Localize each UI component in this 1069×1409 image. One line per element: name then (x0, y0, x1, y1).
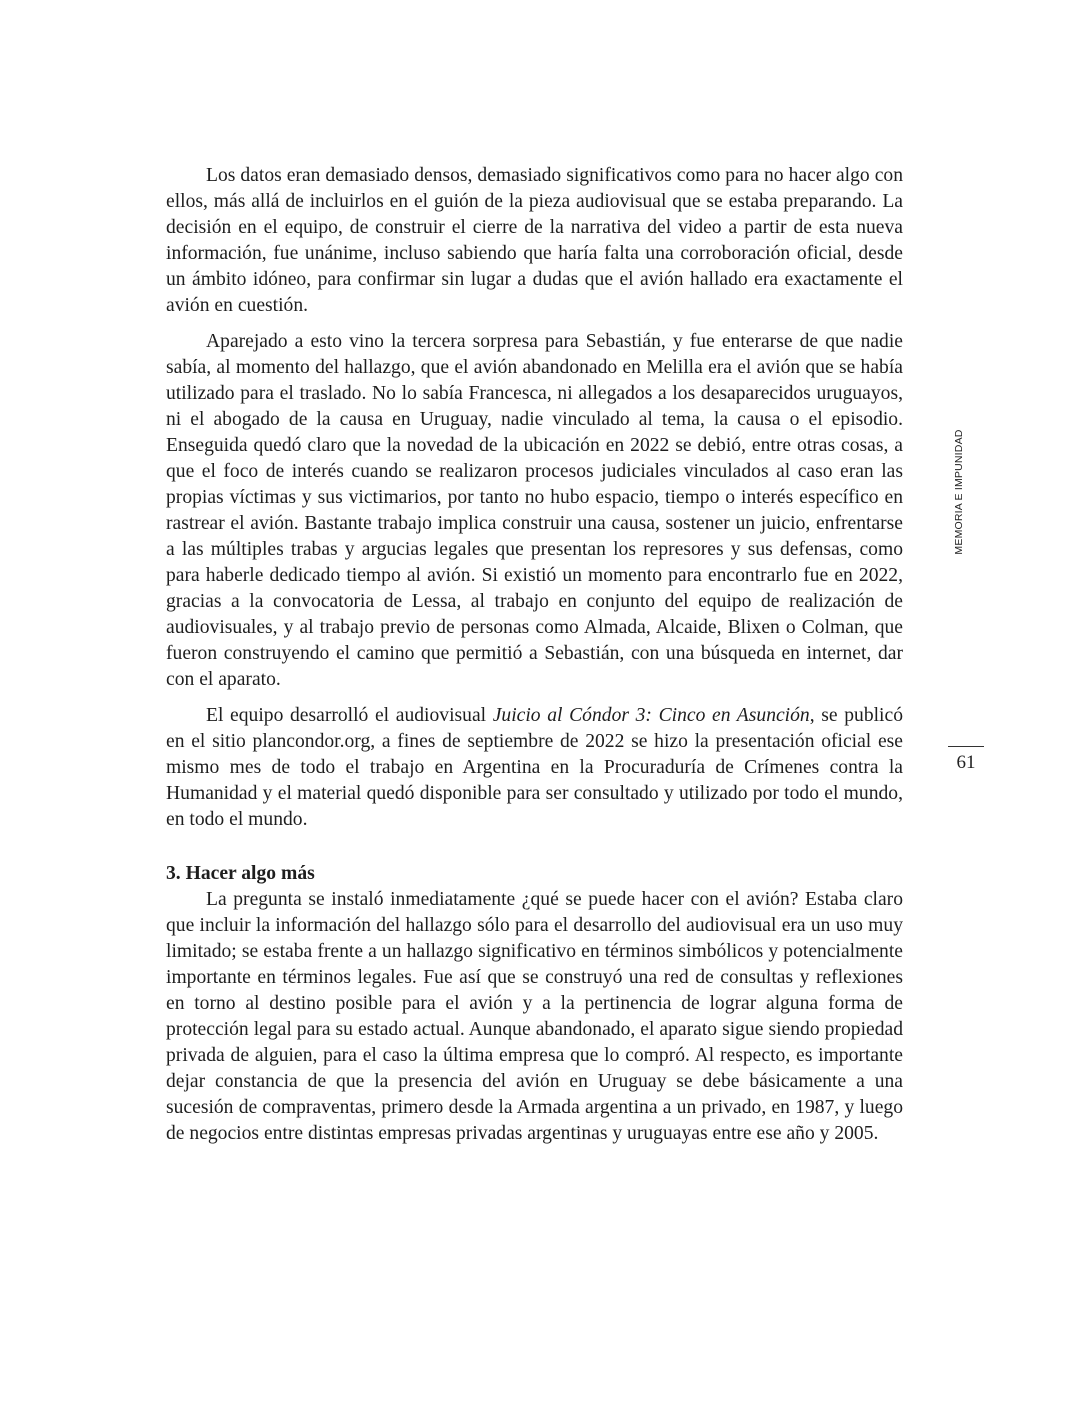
paragraph-3-rest: , se publicó en el sitio plancondor.org, a fines de septiembre de 2022 se hizo la presentación oficial ese mismo mes de todo el trabajo en Argentina en la Procuraduría de Crímenes contra la Humanidad y el material quedó disponible para ser consultado y utilizado por todo el mundo, en todo el mundo. (166, 705, 903, 830)
paragraph-4: La pregunta se instaló inmediatamente ¿qué se puede hacer con el avión? Estaba claro que incluir la información del hallazgo sólo para el desarrollo del audiovisual era un uso muy limitado; se estaba frente a un hallazgo significativo en términos simbólicos y potencialmente importante en términos legales. Fue así que se construyó una red de consultas y reflexiones en torno al destino posible para el avión y a la pertinencia de lograr alguna forma de protección legal para su estado actual. Aunque abandonado, el aparato sigue siendo propiedad privada de alguien, para el caso la última empresa que lo compró. Al respecto, es importante dejar constancia de que la presencia del avión en Uruguay se debe básicamente a una sucesión de compraventas, primero desde la Armada argentina a un privado, en 1987, y luego de negocios entre distintas empresas privadas argentinas y uruguayas entre ese año y 2005. (166, 889, 903, 1144)
body-text (166, 163, 903, 1147)
audiovisual-title: Juicio al Cóndor 3: Cinco en Asunción (492, 705, 810, 726)
paragraph-3 (166, 703, 903, 833)
paragraph-1: Los datos eran demasiado densos, demasiado significativos como para no hacer algo con ellos, más allá de incluirlos en el guión de la pieza audiovisual que se estaba preparando. La decisión en el equipo, de construir el cierre de la narrativa del video a partir de esta nueva información, fue unánime, incluso sabiendo que haría falta una corroboración oficial, desde un ámbito idóneo, para confirmar sin lugar a dudas que el avión hallado era exactamente el avión en cuestión. (166, 165, 903, 316)
paragraph-2: Aparejado a esto vino la tercera sorpresa para Sebastián, y fue enterarse de que nadie sabía, al momento del hallazgo, que el avión abandonado en Melilla era el avión que se había utilizado para el traslado. No lo sabía Francesca, ni allegados a los desaparecidos uruguayos, ni el abogado de la causa en Uruguay, nadie vinculado al tema, la causa o el episodio. Enseguida quedó claro que la novedad de la ubicación en 2022 se debió, entre otras cosas, a que el foco de interés cuando se realizaron procesos judiciales vinculados al caso eran las propias víctimas y sus victimarios, por tanto no hubo espacio, tiempo o interés específico en rastrear el avión. Bastante trabajo implica construir una causa, sostener un juicio, enfrentarse a las múltiples trabas y argucias legales que presentan los represores y sus defensas, como para haberle dedicado tiempo al avión. Si existió un momento para encontrarlo fue en 2022, gracias a la convocatoria de Lessa, al trabajo en conjunto del equipo de realización de audiovisuales, y al trabajo previo de personas como Almada, Alcaide, Blixen o Colman, que fueron construyendo el camino que permitió a Sebastián, con una búsqueda en internet, dar con el aparato. (166, 331, 903, 690)
running-header-text: MEMORIA E IMPUNIDAD (953, 429, 965, 555)
paragraph-3-lead: El equipo desarrolló el audiovisual (206, 705, 493, 726)
running-header (949, 420, 969, 565)
section-heading: 3. Hacer algo más (166, 863, 315, 884)
page-number: 61 (956, 752, 976, 773)
page-number-rule (948, 746, 984, 747)
